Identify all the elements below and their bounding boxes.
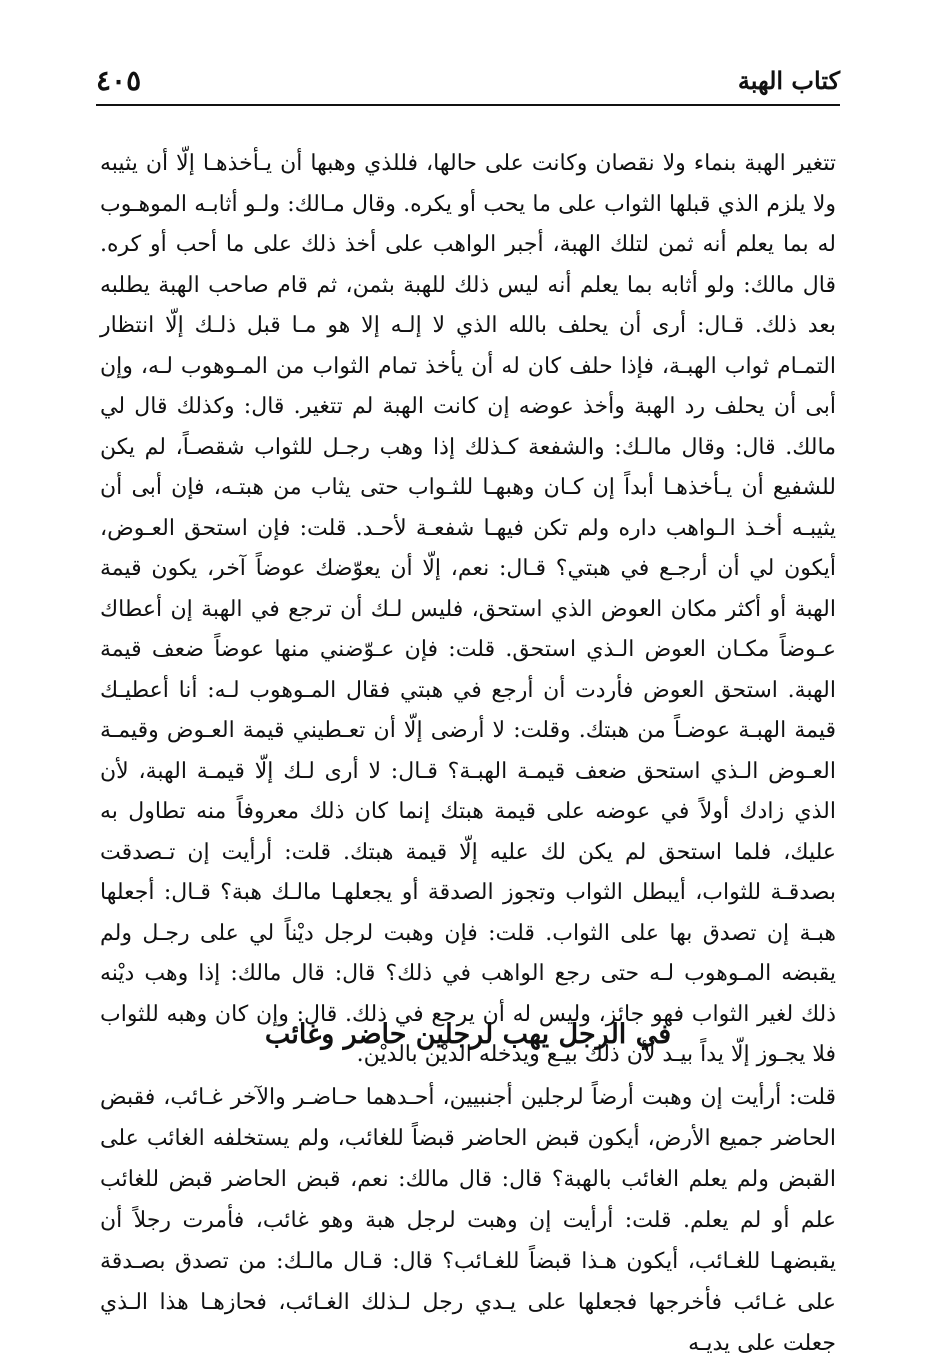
section-title: في الرجل يهب لرجلين حاضر وغائب bbox=[264, 1019, 672, 1051]
running-title: كتاب الهبة bbox=[737, 65, 840, 95]
page-number: ٤٠٥ bbox=[96, 63, 142, 97]
header-divider bbox=[96, 104, 840, 106]
paragraph-1: تتغير الهبة بنماء ولا نقصان وكانت على حالها، فللذي وهبها أن يـأخذهـا إلّا أن يثيبه ولا يلزم الذي قبلها الثواب على ما يحب أو يكره. وقال مـالك: ولـو أثابـه الموهـوب له بما يعلم أنه ثمن لتلك الهبة، أجبر الواهب على أخذ ذلك على ما أحب أو كره. قال مالك: ولو أثابه بما يعلم أنه ليس ذلك للهبة بثمن، ثم قام صاحب الهبة يطلبه بعد ذلك. قـال: أرى أن يحلف بالله الذي لا إلـه إلا هو مـا قبل ذلـك إلّا انتظار التمـام ثواب الهبـة، فإذا حلف كان له أن يأخذ تمام الثواب من المـوهوب لـه، وإن أبى أن يحلف رد الهبة وأخذ عوضه إن كانت الهبة لم تتغير. قال: وكذلك قال لي مالك. قال: وقال مالـك: والشفعة كـذلك إذا وهب رجـل للثواب شقصـاً، لم يكن للشفيع أن يـأخذهـا أبداً إن كـان وهبهـا للثـواب حتى يثاب من هبتـه، فإن أبى أن يثيبـه أخـذ الـواهب داره ولم تكن فيهـا شفعـة لأحـد. قلت: فإن استحق العـوض، أيكون لي أن أرجـع في هبتي؟ قـال: نعم، إلّا أن يعوّضك عوضاً آخر، يكون قيمة الهبة أو أكثر مكان العوض الذي استحق، فليس لـك أن ترجع في الهبة إن أعطاك عـوضاً مكـان العوض الـذي استحق. قلت: فإن عـوّضني منها عوضاً ضعف قيمة الهبة. استحق العوض فأردت أن أرجع في هبتي فقال المـوهوب لـه: أنا أعطيـك قيمة الهبـة عوضـاً من هبتك. وقلت: لا أرضى إلّا أن تعـطيني قيمة العـوض وقيمـة العـوض الـذي استحق ضعف قيمـة الهبـة؟ قـال: لا أرى لـك إلّا قيمـة الهبة، لأن الذي زادك أولاً في عوضه على قيمة هبتك إنما كان ذلك معروفاً منه تطاول به عليك، فلما استحق لم يكن لك عليه إلّا قيمة هبتك. قلت: أرأيت إن تـصدقت بصدقـة للثواب، أيبطل الثواب وتجوز الصدقة أو يجعلهـا مالـك هبة؟ قـال: أجعلها هبـة إن تصدق بها على الثواب. قلت: فإن وهبت لرجل ديْناً لي على رجـل ولم يقبضه المـوهوب لـه حتى رجع الواهب في ذلك؟ قال: قال مالك: إذا وهب ديْنه ذلك لغير الثواب فهو جائز، وليس له أن يرجع في ذلك. قال: وإن كان وهبه للثواب فلا يجـوز إلّا يداً بيـد لأن ذلك بيـع ويدخله الديْن بالديْن. bbox=[100, 151, 836, 1067]
page-header bbox=[96, 60, 840, 100]
paragraph-2: قلت: أرأيت إن وهبت أرضاً لرجلين أجنبيين، أحـدهما حـاضـر والآخر غـائب، فقبض الحاضر جميع الأرض، أيكون قبض الحاضر قبضاً للغائب، ولم يستخلفه الغائب على القبض ولم يعلم الغائب بالهبة؟ قال: قال مالك: نعم، قبض الحاضر قبض للغائب علم أو لم يعلم. قلت: أرأيت إن وهبت لرجل هبة وهو غائب، فأمرت رجلاً أن يقبضهـا للغـائب، أيكون هـذا قبضاً للغـائب؟ قال: قـال مالـك: من تصدق بصـدقة على غـائب فأخرجها فجعلها على يـدي رجل لـذلك الغـائب، فحازهـا هذا الـذي جعلت على يديـه bbox=[100, 1085, 836, 1356]
